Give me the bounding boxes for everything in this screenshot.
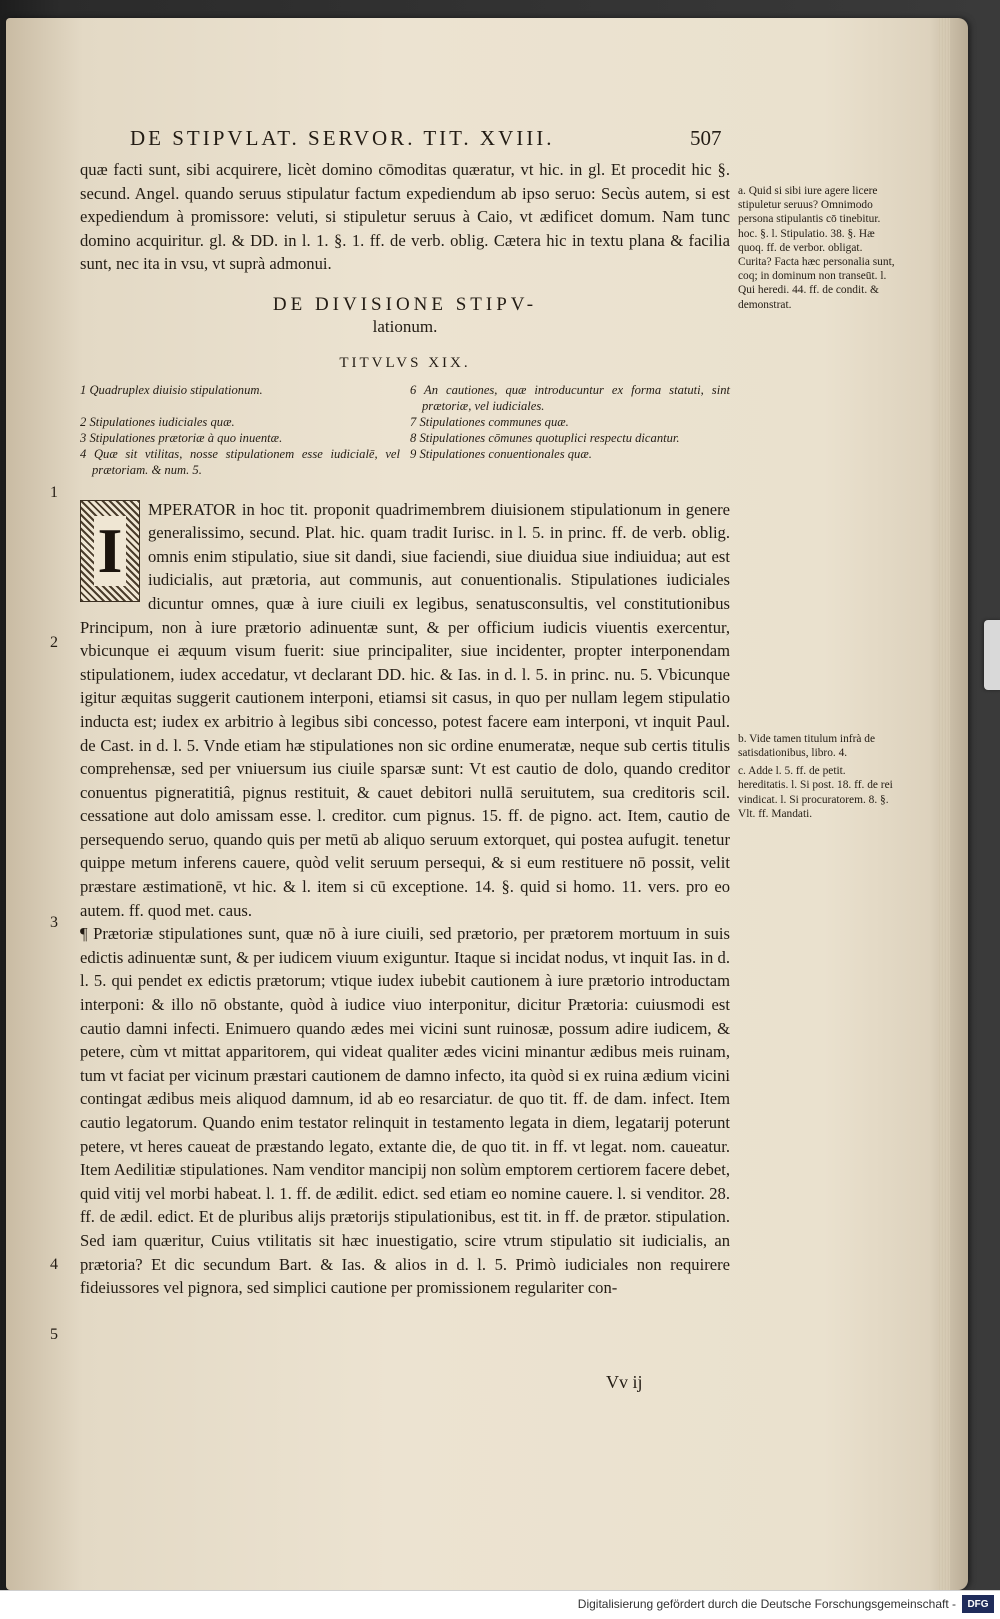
folio-number: 507 — [690, 126, 722, 150]
section-title-line1: DE DIVISIONE STIPV- — [272, 293, 538, 315]
running-title: DE STIPVLAT. SERVOR. TIT. XVIII. — [130, 126, 555, 150]
footer-bar — [0, 1590, 1000, 1619]
summary-list — [80, 382, 730, 478]
margin-number: 4 — [50, 1256, 58, 1273]
summary-item: 9 Stipulationes conuentionales quæ. — [410, 446, 592, 461]
summary-item: 6 An cautiones, quæ introducuntur ex forma statuti, sint prætoriæ, vel iudiciales. — [410, 382, 730, 413]
section-title — [80, 294, 730, 338]
margin-number: 5 — [50, 1326, 58, 1343]
section-title-line2: lationum. — [372, 316, 438, 336]
main-text-column — [80, 158, 730, 1300]
side-note-a: a. Quid si sibi iure agere licere stipuletur seruus? Omnimodo persona stipulantis cō tinebitur. hoc. §. l. Stipulatio. 38. §. Hæ quoq. ff. de verbor. obligat. Curita? Facta hæc personalia sunt, coq; in dominum non transeūt. l. Qui heredi. 44. ff. de condit. & demonstrat. — [738, 185, 895, 311]
body-paragraph-1: MPERATOR in hoc tit. proponit quadrimembrem diuisionem stipulationum in genere generalissimo, secund. Plat. hic. quam tradit Iurisc. in l. 5. in princ. ff. de verb. oblig. omnis enim stipulatio, siue sit dandi, siue faciendi, siue diuidua siue indiuidua; aut est iudicialis, aut prætoria, aut communis, aut conuentionalis. Stipulationes iudiciales dicuntur omnes, quæ à iure ciuili ex legibus, senatusconsultis, vel constitutionibus Principum, non à iure prætorio adinuentæ sunt, & per officium iudicis viuentis exercentur, vbicunque ei æquum visum fuerit: siue principaliter, siue incidenter, propter interponendam stipulationem, iudex accedatur, vt declarant DD. hic. & Ias. in d. l. 5. in princ. nu. 5. Vbicunque igitur æquitas suggerit cautionem interponi, etiamsi sit casus, in quo per nullam legem stipulatio inducta est; iudex ex arbitrio à legibus sibi concesso, potest facere eam interponi, vt inquit Paul. de Cast. in d. l. 5. Vnde etiam hæ stipulationes non sic ordine enumeratæ, neque sub certis titulis comprehensæ, sed per vniuersum ius ciuile sparsæ sunt: Vt est cautio de dolo, quando creditor conuentus pigneratitiâ, pignus restituit, & cauet debitori nullā seruitutem, sua creditoris scil. cessatione aut dolo amissam esse. l. creditor. cum pignus. 15. ff. de pigno. act. Item, cautio de persequendo seruo, quando quis per metū ab aliquo seruum extorquet, qui postea aufugit. tenetur quippe metum inferens cauere, quòd velit seruum persequi, & si eum restituere nō possit, velit præstare æstimationē, vt hic. & l. item si cū exceptione. 14. §. quid si homo. 11. vers. pro eo autem. ff. quod met. caus. — [80, 499, 730, 920]
summary-item: 8 Stipulationes cōmunes quotuplici respectu dicantur. — [410, 430, 680, 445]
signature-mark: Vv ij — [606, 1372, 643, 1392]
decorated-initial — [80, 500, 140, 602]
intro-paragraph: quæ facti sunt, sibi acquirere, licèt domino cōmoditas quæratur, vt hic. in gl. Et procedit hic §. secund. Angel. quando seruus stipulatur factum expediendum ab ipso seruo: Secùs autem, si est expediendum à promissore: veluti, si stipuletur seruus à Caio, vt ædificet domum. Nam tunc domino acquiritur. gl. & DD. in l. 1. §. 1. ff. de verb. oblig. Cætera hic in textu plana & facilia sunt, nec ita in vsu, vt suprà admonui. — [80, 160, 730, 274]
margin-number: 1 — [50, 484, 58, 501]
side-note-b: b. Vide tamen titulum infrà de satisdationibus, libro. 4. — [738, 732, 876, 760]
scanner-clip — [984, 620, 1000, 690]
summary-item: 1 Quadruplex diuisio stipulationum. — [80, 382, 263, 397]
side-notes — [738, 184, 898, 1241]
body-paragraph-2: ¶ Prætoriæ stipulationes sunt, quæ nō à iure ciuili, sed prætorio, per prætorem mortuum in suis edictis adinuentæ sunt, & per iudicem viuum exiguntur. Itaque si incidat nodus, vt inquit Ias. in d. l. 5. qui pendet ex edictis prætorum; vtique iudex iubebit cautionem à iure prætorio introductam interponi: & illo nō obstante, quòd à iudice viuo interponitur, dicitur Prætoria: cuiusmodi est cautio damni infecti. Enimuero quando ædes mei vicini sunt ruinosæ, possum adire iudicem, & petere, cùm vt mittat apparitorem, qui videat qualiter ædes vicini minantur ædibus meis ruinam, tum vt faciat per vicinum præstari cautionem de damno infecto, ita quòd si ex ruina ædium vicini contingat ædibus meis aliquod damnum, id ab eo resarciatur. de quo tit. ff. de dam. infect. Item cautio legatorum. Quando enim testator relinquit in testamento legata in diem, legatarij poterunt petere, vt heres caueat de præstando legato, extante die, de quo tit. in ff. vt legat. nom. caueatur. Item Aedilitiæ stipulationes. Nam venditor mancipij non solùm emptorem certiorem facere debet, quid vitij vel morbi habeat. l. 1. ff. de ædilit. edict. sed etiam eo nomine cauere. l. si venditor. 28. ff. de ædil. edict. Et de pluribus alijs prætorijs stipulationibus, est tit. in ff. de prætor. stipulation. Sed iam quæritur, Cuius vtilitatis sit hæc inuestigatio, scire vtrum stipulatio sit iudicialis, an prætoria? Et dic secundum Bart. & Ias. & alios in d. l. 5. Primò iudiciales non requirere fideiussores vel pignora, sed simplici cautione per promissionem regulariter con- — [80, 924, 730, 1298]
page-edge — [938, 18, 950, 1590]
summary-item: 3 Stipulationes prætoriæ à quo inuentæ. — [80, 430, 283, 445]
summary-item: 2 Stipulationes iudiciales quæ. — [80, 414, 235, 429]
decorated-initial-letter: I — [94, 516, 127, 586]
side-note-c: c. Adde l. 5. ff. de petit. hereditatis. l. Si post. 18. ff. de rei vindicat. l. Si procuratorem. 8. §. Vlt. ff. Mandati. — [738, 765, 893, 820]
dfg-logo: DFG — [962, 1595, 994, 1613]
summary-item: 7 Stipulationes communes quæ. — [410, 414, 569, 429]
summary-item: 4 Quæ sit vtilitas, nosse stipulationem esse iudicialē, vel prætoriam. & num. 5. — [80, 446, 400, 477]
margin-number: 3 — [50, 914, 58, 931]
margin-number: 2 — [50, 634, 58, 651]
footer-credit: Digitalisierung gefördert durch die Deutsche Forschungsgemeinschaft - — [577, 1597, 956, 1611]
titulus-heading: TITVLVS XIX. — [339, 354, 471, 371]
